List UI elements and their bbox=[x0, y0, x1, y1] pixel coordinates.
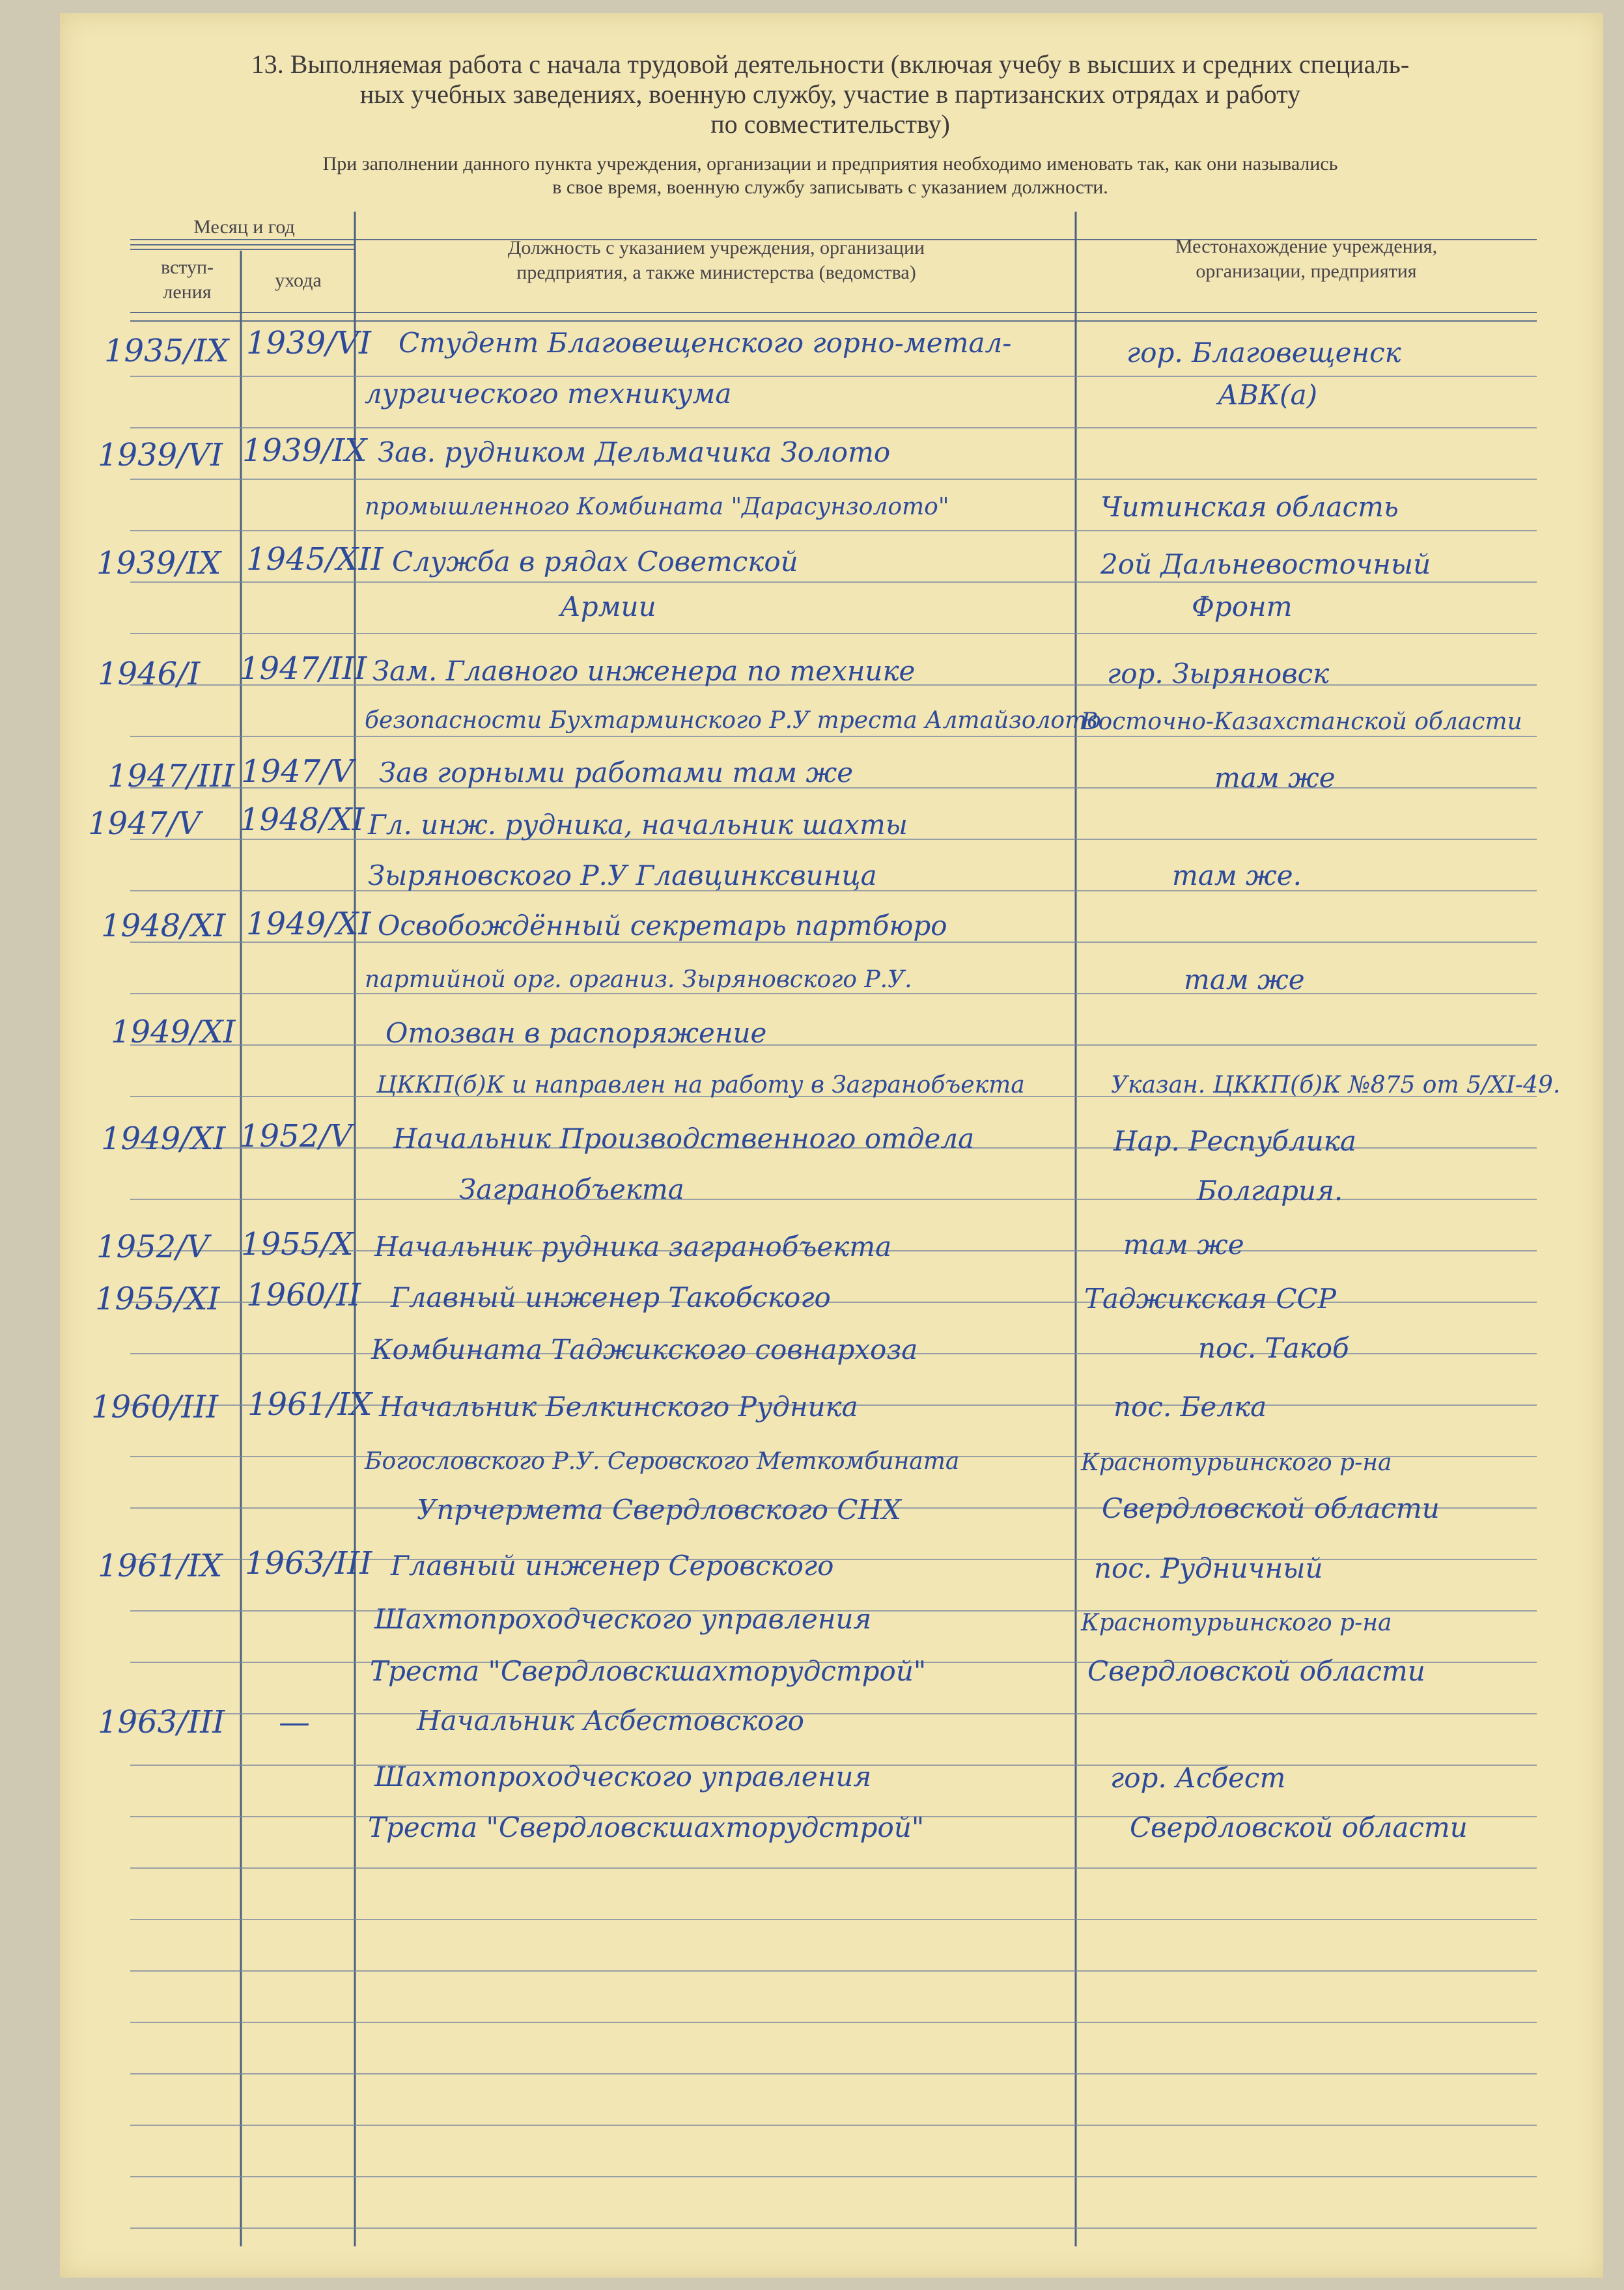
entry-date: 1961/IX bbox=[98, 1548, 223, 1584]
exit-date: 1952/V bbox=[240, 1118, 352, 1154]
position-text: Зыряновского Р.У Главцинксвинца bbox=[368, 859, 877, 891]
exit-date: 1939/IX bbox=[242, 432, 367, 469]
location-text: Краснотурьинского р-на bbox=[1081, 1610, 1392, 1636]
entry-date: 1949/XI bbox=[111, 1014, 236, 1050]
location-text: там же bbox=[1184, 964, 1305, 996]
exit-date: 1939/VI bbox=[246, 325, 371, 361]
location-text: гор. Благовещенск bbox=[1127, 337, 1401, 369]
location-text: Свердловской области bbox=[1130, 1811, 1468, 1843]
position-text: Главный инженер Серовского bbox=[391, 1550, 834, 1582]
position-text: Богословского Р.У. Серовского Меткомбината bbox=[365, 1448, 960, 1475]
position-text: Студент Благовещенского горно-метал- bbox=[399, 327, 1012, 359]
location-text: Читинская область bbox=[1100, 491, 1399, 523]
header-month-year: Месяц и год bbox=[193, 216, 295, 238]
location-text: пос. Белка bbox=[1113, 1391, 1267, 1423]
entry-date: 1947/V bbox=[88, 805, 201, 842]
position-text: Освобождённый секретарь партбюро bbox=[378, 910, 947, 942]
location-text: Краснотурьинского р-на bbox=[1081, 1449, 1392, 1476]
exit-date: 1947/V bbox=[241, 753, 354, 790]
location-text: Таджикская ССР bbox=[1084, 1283, 1336, 1315]
exit-date: — bbox=[279, 1704, 310, 1740]
exit-date: 1955/X bbox=[241, 1226, 354, 1263]
position-text: ЦККП(б)К и направлен на работу в Загранобъекта bbox=[376, 1072, 1025, 1098]
position-text: лургического техникума bbox=[365, 378, 732, 410]
header-entry-date: вступ- ления bbox=[160, 257, 214, 303]
location-text: Нар. Республика bbox=[1113, 1125, 1356, 1157]
location-text: гор. Асбест bbox=[1110, 1762, 1286, 1794]
location-text: там же bbox=[1214, 762, 1336, 794]
position-text: Загранобъекта bbox=[459, 1173, 684, 1205]
header-position: Должность с указанием учреждения, организации предприятия, а также министерства (ведомства) bbox=[507, 237, 925, 283]
exit-date: 1963/III bbox=[245, 1545, 372, 1582]
instruction-line: в свое время, военную службу записывать с указанием должности. bbox=[552, 176, 1108, 198]
position-text: Начальник Производственного отдела bbox=[393, 1123, 975, 1154]
entry-date: 1939/IX bbox=[96, 545, 221, 581]
position-text: безопасности Бухтарминского Р.У треста Алтайзолото bbox=[365, 707, 1101, 734]
header-location: Местонахождение учреждения, организации, предприятия bbox=[1175, 236, 1438, 282]
instruction-line: При заполнении данного пункта учреждения, организации и предприятия необходимо именовать так, как они назывались bbox=[322, 153, 1338, 175]
section-title-line: ных учебных заведениях, военную службу, участие в партизанских отрядах и работу bbox=[359, 79, 1301, 109]
exit-date: 1961/IX bbox=[247, 1386, 372, 1423]
location-text: Фронт bbox=[1192, 591, 1293, 622]
position-text: партийной орг. организ. Зыряновского Р.У. bbox=[365, 966, 912, 993]
location-text: Восточно-Казахстанской области bbox=[1081, 708, 1522, 735]
entry-date: 1955/XI bbox=[95, 1281, 220, 1317]
position-text: Упрчермета Свердловского СНХ bbox=[417, 1494, 901, 1526]
header-exit-date: ухода bbox=[275, 270, 322, 291]
position-text: Треста "Свердловскшахторудстрой" bbox=[368, 1811, 925, 1843]
location-text: там же. bbox=[1172, 859, 1302, 891]
position-text: Служба в рядах Советской bbox=[392, 546, 798, 578]
location-text: гор. Зыряновск bbox=[1107, 658, 1330, 690]
location-text: Указан. ЦККП(б)К №875 от 5/XI-49. bbox=[1111, 1072, 1561, 1098]
section-title-line: 13. Выполняемая работа с начала трудовой деятельности (включая учебу в высших и средних специаль- bbox=[251, 49, 1410, 79]
position-text: промышленного Комбината "Дарасунзолото" bbox=[365, 494, 949, 520]
location-text: там же bbox=[1123, 1229, 1244, 1261]
position-text: Зам. Главного инженера по технике bbox=[372, 655, 916, 687]
location-text: Свердловской области bbox=[1087, 1655, 1425, 1687]
location-text: Болгария. bbox=[1197, 1175, 1343, 1207]
location-text: 2ой Дальневосточный bbox=[1100, 548, 1431, 580]
exit-date: 1947/III bbox=[240, 650, 367, 687]
entry-date: 1949/XI bbox=[101, 1121, 226, 1157]
position-text: Начальник Белкинского Рудника bbox=[379, 1391, 858, 1423]
entry-date: 1939/VI bbox=[98, 437, 223, 473]
exit-date: 1949/XI bbox=[246, 906, 371, 942]
location-text: Свердловской области bbox=[1102, 1492, 1440, 1524]
section-title bbox=[124, 49, 1537, 139]
exit-date: 1945/XII bbox=[246, 541, 384, 578]
entry-date: 1946/I bbox=[98, 656, 201, 692]
entry-date: 1960/III bbox=[91, 1389, 219, 1425]
position-text: Гл. инж. рудника, начальник шахты bbox=[368, 809, 908, 841]
exit-date: 1948/XI bbox=[240, 802, 365, 838]
position-text: Зав. рудником Дельмачика Золото bbox=[378, 436, 891, 468]
section-title-line: по совместительству) bbox=[710, 109, 950, 139]
entry-date: 1952/V bbox=[96, 1229, 209, 1265]
position-text: Зав горными работами там же bbox=[379, 757, 854, 789]
location-text: пос. Рудничный bbox=[1094, 1552, 1323, 1584]
entry-date: 1935/IX bbox=[104, 333, 229, 369]
position-text: Шахтопроходческого управления bbox=[374, 1603, 872, 1635]
position-text: Начальник рудника загранобъекта bbox=[374, 1231, 892, 1263]
position-text: Треста "Свердловскшахторудстрой" bbox=[370, 1655, 927, 1687]
position-text: Шахтопроходческого управления bbox=[374, 1761, 872, 1793]
position-text: Начальник Асбестовского bbox=[417, 1705, 804, 1737]
entry-date: 1948/XI bbox=[101, 908, 226, 944]
position-text: Армии bbox=[560, 591, 656, 622]
exit-date: 1960/II bbox=[246, 1277, 361, 1313]
position-text: Комбината Таджикского совнархоза bbox=[371, 1334, 918, 1365]
entry-date: 1947/III bbox=[107, 758, 235, 794]
entry-date: 1963/III bbox=[98, 1704, 225, 1740]
position-text: Главный инженер Такобского bbox=[391, 1281, 831, 1313]
location-text: АВК(а) bbox=[1218, 379, 1317, 411]
location-text: пос. Такоб bbox=[1198, 1332, 1349, 1364]
position-text: Отозван в распоряжение bbox=[385, 1017, 767, 1049]
fill-instructions bbox=[124, 152, 1537, 199]
